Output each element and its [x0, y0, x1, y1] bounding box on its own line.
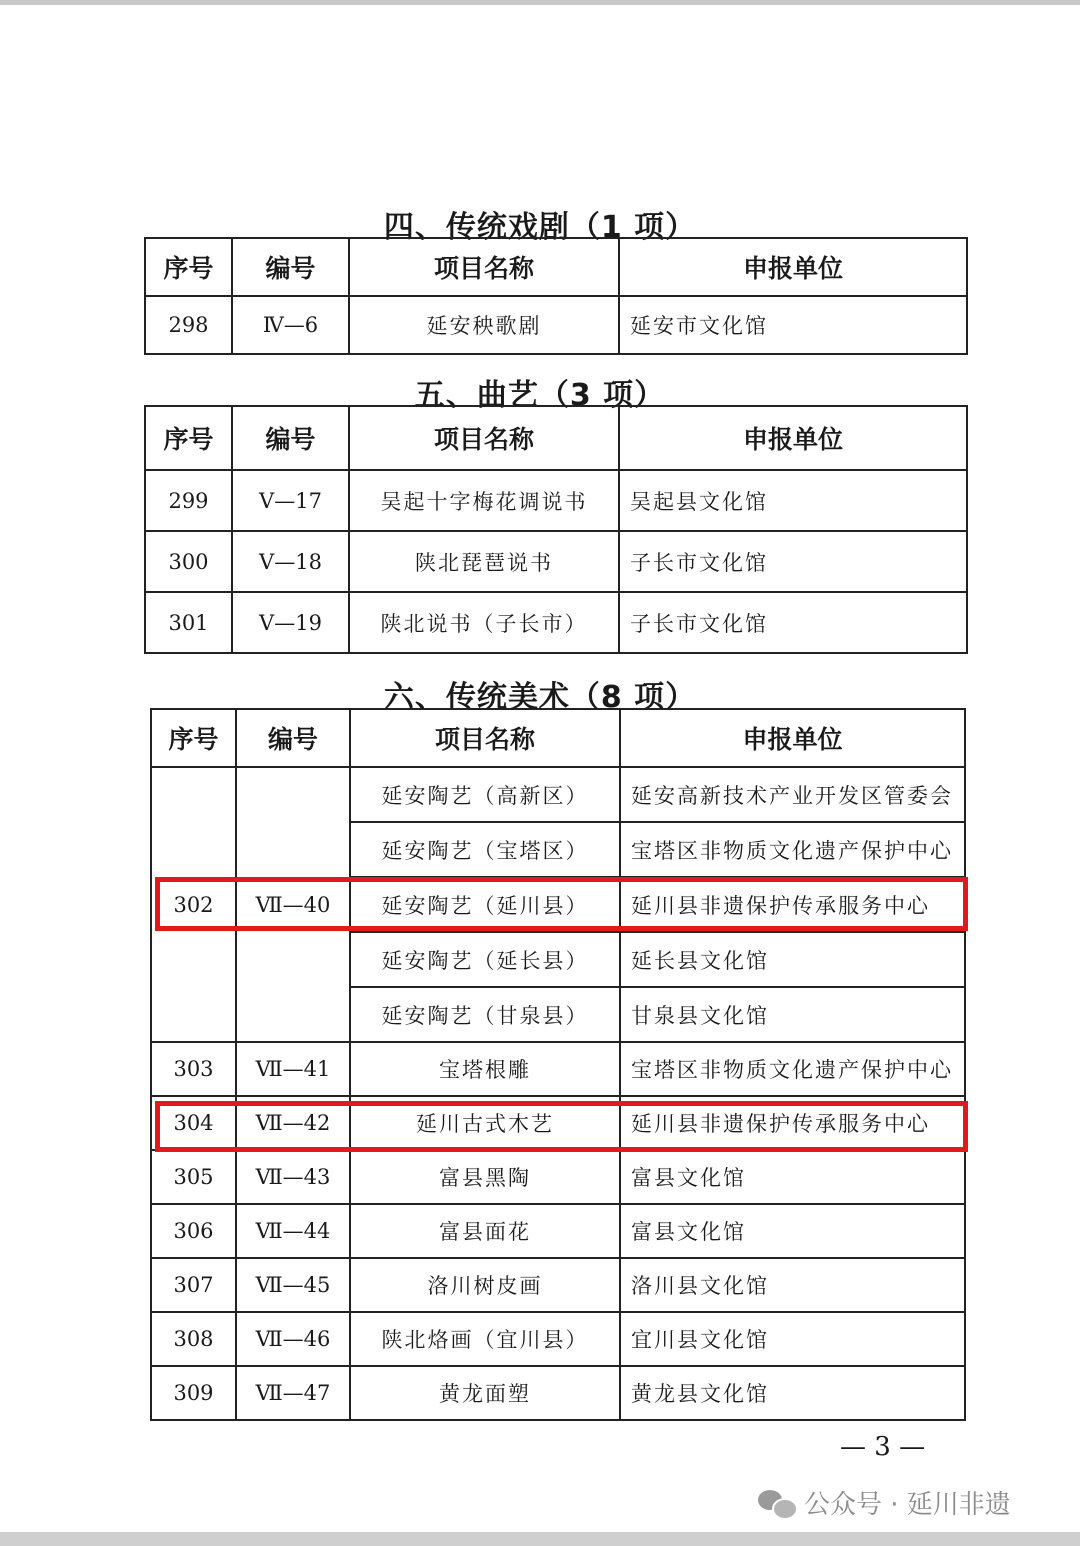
cell-seq: 308: [151, 1312, 236, 1366]
header-code: 编号: [236, 709, 350, 767]
table-drama: [144, 237, 968, 355]
cell-unit: 延川县非遗保护传承服务中心: [620, 1096, 965, 1150]
cell-unit: 延安高新技术产业开发区管委会: [620, 767, 965, 822]
cell-unit: 吴起县文化馆: [619, 470, 967, 531]
cell-code: Ⅶ—44: [236, 1204, 350, 1258]
table-header-row: [145, 238, 967, 296]
header-name: 项目名称: [350, 709, 620, 767]
table-row: [151, 1150, 965, 1204]
cell-name: 延川古式木艺: [350, 1096, 620, 1150]
cell-code: Ⅶ—47: [236, 1366, 350, 1420]
cell-name: 陕北烙画（宜川县）: [350, 1312, 620, 1366]
cell-name: 延安陶艺（延川县）: [350, 877, 620, 932]
cell-unit: 富县文化馆: [620, 1204, 965, 1258]
table-header-row: [145, 406, 967, 470]
wechat-icon: [758, 1488, 796, 1518]
cell-seq: 301: [145, 592, 232, 653]
cell-seq: 306: [151, 1204, 236, 1258]
bottom-edge: [0, 1532, 1080, 1546]
table-row: [151, 1204, 965, 1258]
cell-unit: 延安市文化馆: [619, 296, 967, 354]
cell-name: 黄龙面塑: [350, 1366, 620, 1420]
cell-name: 宝塔根雕: [350, 1042, 620, 1096]
cell-unit: 宝塔区非物质文化遗产保护中心: [620, 1042, 965, 1096]
cell-seq: 302: [151, 767, 236, 1042]
cell-seq: 303: [151, 1042, 236, 1096]
top-edge: [0, 0, 1080, 5]
header-seq: 序号: [145, 238, 232, 296]
cell-name: 延安陶艺（高新区）: [350, 767, 620, 822]
cell-name: 延安秧歌剧: [349, 296, 619, 354]
cell-unit: 甘泉县文化馆: [620, 987, 965, 1042]
cell-code: Ⅴ—18: [232, 531, 349, 592]
cell-name: 陕北琵琶说书: [349, 531, 619, 592]
header-code: 编号: [232, 406, 349, 470]
highlight-box-304: [155, 1101, 968, 1152]
header-seq: 序号: [151, 709, 236, 767]
cell-name: 陕北说书（子长市）: [349, 592, 619, 653]
cell-unit: 延川县非遗保护传承服务中心: [620, 877, 965, 932]
section-title-art: 六、传统美术（8 项）: [383, 680, 697, 715]
cell-unit: 洛川县文化馆: [620, 1258, 965, 1312]
cell-seq: 305: [151, 1150, 236, 1204]
cell-code: Ⅶ—41: [236, 1042, 350, 1096]
cell-unit: 子长市文化馆: [619, 531, 967, 592]
cell-seq: 309: [151, 1366, 236, 1420]
cell-name: 吴起十字梅花调说书: [349, 470, 619, 531]
cell-unit: 黄龙县文化馆: [620, 1366, 965, 1420]
cell-unit: 宝塔区非物质文化遗产保护中心: [620, 822, 965, 877]
table-row: [145, 592, 967, 653]
header-unit: 申报单位: [620, 709, 965, 767]
cell-seq: 304: [151, 1096, 236, 1150]
page-number: — 3 —: [840, 1432, 926, 1462]
table-row: [145, 531, 967, 592]
header-name: 项目名称: [349, 238, 619, 296]
header-seq: 序号: [145, 406, 232, 470]
cell-unit: 子长市文化馆: [619, 592, 967, 653]
table-row: [151, 1042, 965, 1096]
cell-code: Ⅶ—42: [236, 1096, 350, 1150]
cell-code: Ⅶ—43: [236, 1150, 350, 1204]
table-row: [145, 296, 967, 354]
highlight-box-302: [155, 877, 968, 931]
cell-name: 延安陶艺（宝塔区）: [350, 822, 620, 877]
cell-unit: 富县文化馆: [620, 1150, 965, 1204]
table-header-row: [151, 709, 965, 767]
table-quyi: [144, 405, 968, 654]
table-row: [151, 1312, 965, 1366]
header-unit: 申报单位: [619, 406, 967, 470]
cell-code: Ⅳ—6: [232, 296, 349, 354]
cell-unit: 宜川县文化馆: [620, 1312, 965, 1366]
header-unit: 申报单位: [619, 238, 967, 296]
cell-name: 延安陶艺（延长县）: [350, 932, 620, 987]
watermark-text: 公众号 · 延川非遗: [804, 1490, 1011, 1520]
cell-name: 富县面花: [350, 1204, 620, 1258]
cell-code: Ⅶ—45: [236, 1258, 350, 1312]
cell-code: Ⅶ—40: [236, 767, 350, 1042]
cell-name: 延安陶艺（甘泉县）: [350, 987, 620, 1042]
cell-code: Ⅴ—19: [232, 592, 349, 653]
cell-seq: 307: [151, 1258, 236, 1312]
table-art: [150, 708, 966, 1421]
section-title-quyi: 五、曲艺（3 项）: [414, 378, 666, 413]
cell-seq: 299: [145, 470, 232, 531]
table-row: [151, 1258, 965, 1312]
cell-seq: 300: [145, 531, 232, 592]
section-title-drama: 四、传统戏剧（1 项）: [383, 210, 697, 245]
cell-code: Ⅶ—46: [236, 1312, 350, 1366]
cell-unit: 延长县文化馆: [620, 932, 965, 987]
cell-seq: 298: [145, 296, 232, 354]
cell-name: 洛川树皮画: [350, 1258, 620, 1312]
table-row: [151, 1366, 965, 1420]
table-row: [145, 470, 967, 531]
header-name: 项目名称: [349, 406, 619, 470]
table-row: [151, 767, 965, 822]
header-code: 编号: [232, 238, 349, 296]
cell-code: Ⅴ—17: [232, 470, 349, 531]
watermark: [758, 1484, 1011, 1521]
cell-name: 富县黑陶: [350, 1150, 620, 1204]
